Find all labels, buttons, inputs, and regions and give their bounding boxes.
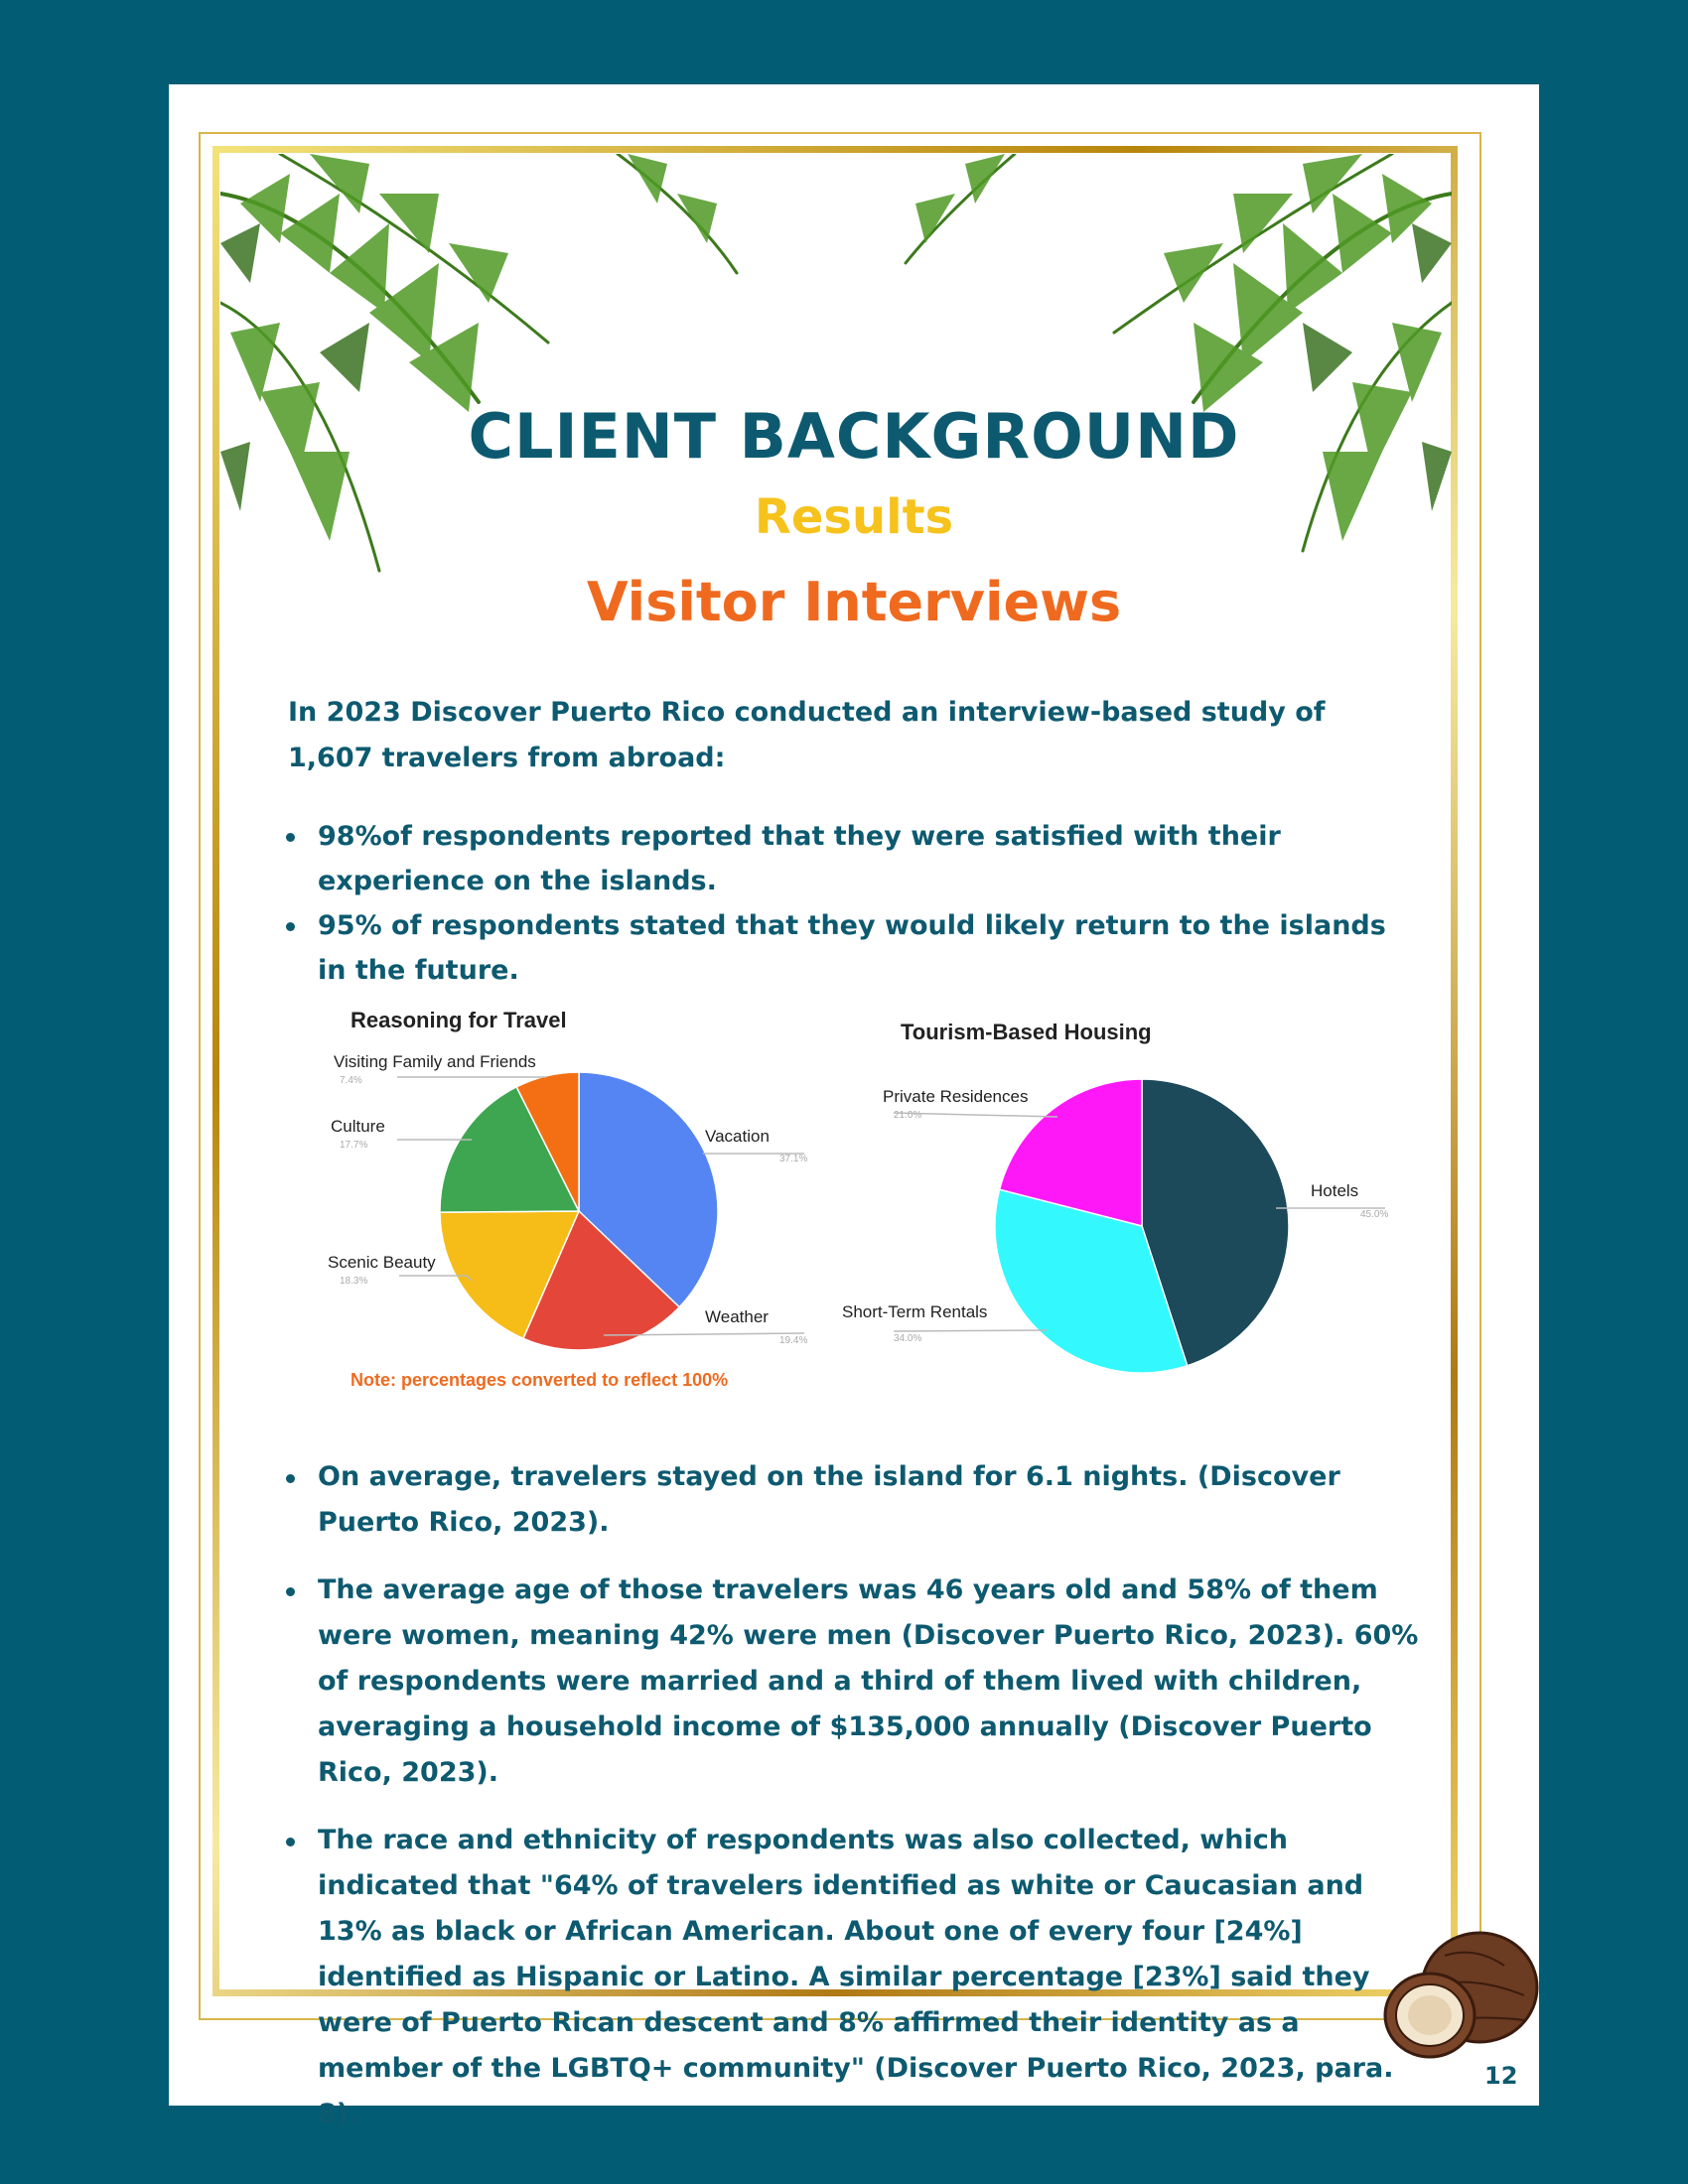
chart-note: Note: percentages converted to reflect 100% bbox=[351, 1370, 729, 1390]
document-page bbox=[169, 84, 1539, 2129]
pct-vacation: 37.1% bbox=[779, 1154, 808, 1164]
coconut-icon bbox=[1375, 1926, 1549, 2065]
label-vacation: Vacation bbox=[705, 1127, 770, 1146]
label-short-term-rentals: Short-Term Rentals bbox=[842, 1302, 988, 1321]
pct-visiting-family: 7.4% bbox=[340, 1075, 362, 1086]
label-scenic-beauty: Scenic Beauty bbox=[328, 1253, 436, 1272]
pct-short-term-rentals: 34.0% bbox=[894, 1333, 922, 1344]
list-item: 98%of respondents reported that they were satisfied with their experience on the islands. bbox=[280, 814, 1422, 903]
page-number: 12 bbox=[1484, 2062, 1518, 2090]
list-item: The average age of those travelers was 46 years old and 58% of them were women, meaning 42% were men (Discover Puerto Rico, 2023). 60% of respondents were married and a third of them lived with children, averaging a household income of $135,000 annually (Discover Puerto Rico, 2023). bbox=[280, 1568, 1422, 1796]
label-hotels: Hotels bbox=[1311, 1181, 1359, 1200]
label-culture: Culture bbox=[331, 1117, 385, 1136]
chart-title-housing: Tourism-Based Housing bbox=[901, 1020, 1152, 1044]
list-item: On average, travelers stayed on the island for 6.1 nights. (Discover Puerto Rico, 2023). bbox=[280, 1454, 1422, 1546]
list-item: The race and ethnicity of respondents was also collected, which indicated that "64% of travelers identified as white or Caucasian and 13% as black or African American. About one of every four [24%] identified as Hispanic or Latino. A similar percentage [23%] said they were of Puerto Rican descent and 8% affirmed their identity as a member of the LGBTQ+ community" (Discover Puerto Rico, 2023, para. 8). bbox=[280, 1818, 1422, 2137]
page-title: CLIENT BACKGROUND bbox=[468, 400, 1240, 473]
chart-title-reasoning: Reasoning for Travel bbox=[351, 1008, 567, 1032]
pct-hotels: 45.0% bbox=[1360, 1209, 1389, 1220]
page-subtitle: Results bbox=[754, 489, 954, 545]
list-item: 95% of respondents stated that they would likely return to the islands in the future. bbox=[280, 903, 1422, 993]
pct-private-residences: 21.0% bbox=[894, 1110, 922, 1121]
pct-scenic-beauty: 18.3% bbox=[340, 1276, 368, 1287]
pct-culture: 17.7% bbox=[340, 1140, 368, 1151]
pct-weather: 19.4% bbox=[779, 1335, 808, 1346]
intro-paragraph: In 2023 Discover Puerto Rico conducted an interview-based study of 1,607 travelers from abroad: bbox=[288, 697, 1326, 773]
label-visiting-family: Visiting Family and Friends bbox=[334, 1052, 536, 1071]
label-weather: Weather bbox=[705, 1307, 769, 1326]
label-private-residences: Private Residences bbox=[883, 1087, 1029, 1106]
bottom-bullet-list bbox=[280, 1454, 1422, 2159]
section-heading: Visitor Interviews bbox=[586, 571, 1122, 633]
